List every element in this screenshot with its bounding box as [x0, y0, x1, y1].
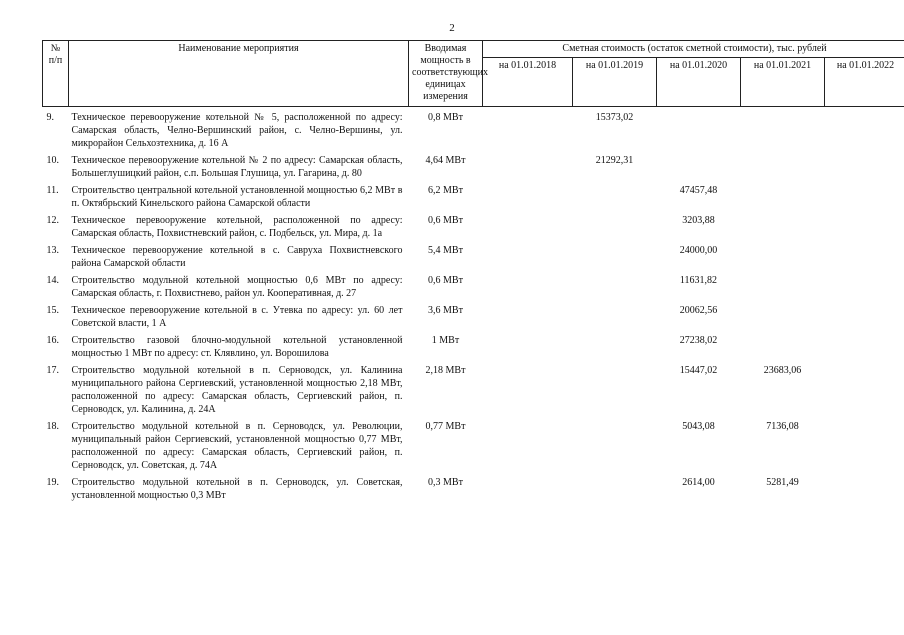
row-cost-2020: [657, 150, 741, 180]
table-row: [43, 360, 904, 416]
page-number: 2: [449, 22, 455, 34]
row-cost-2019: [573, 240, 657, 270]
row-name: Техническое перевооружение котельной в с. Савруха Похвистневского района Самарской области: [71, 245, 403, 269]
row-cost-2020: 20062,56: [679, 305, 718, 316]
row-cost-2022: [825, 472, 904, 502]
row-cost-2018: [483, 330, 573, 360]
row-cost-2020: 3203,88: [682, 215, 715, 226]
row-cost-2020: 15447,02: [679, 365, 718, 376]
row-cost-2018: [483, 180, 573, 210]
table-row: [43, 472, 904, 502]
row-cost-2019: [573, 180, 657, 210]
row-capacity: 4,64 МВт: [425, 155, 466, 166]
row-cost-2021: [741, 300, 825, 330]
row-cost-2022: [825, 416, 904, 472]
row-number: 16.: [46, 335, 59, 346]
row-cost-2018: [483, 107, 573, 151]
row-name: Техническое перевооружение котельной в с. Утевка по адресу: ул. 60 лет Советской власти, 1 А: [71, 305, 403, 329]
row-cost-2020: 47457,48: [679, 185, 718, 196]
investment-table: [42, 40, 904, 502]
table-row: [43, 210, 904, 240]
row-number: 19.: [46, 477, 59, 488]
row-cost-2021: [741, 210, 825, 240]
row-cost-2021: [741, 150, 825, 180]
table-row: [43, 416, 904, 472]
row-cost-2022: [825, 300, 904, 330]
row-cost-2021: [741, 240, 825, 270]
table-body: [43, 107, 904, 503]
row-cost-2018: [483, 270, 573, 300]
row-number: 13.: [46, 245, 59, 256]
row-number: 14.: [46, 275, 59, 286]
row-cost-2019: [573, 416, 657, 472]
row-cost-2021: 5281,49: [766, 477, 799, 488]
row-cost-2022: [825, 107, 904, 151]
row-name: Строительство модульной котельной в п. Серноводск, ул. Калинина муниципального района Сергиевский, установленной мощностью 2,18 МВт, расположенной по адресу: Самарская область, Сергиевский район, п. Серноводск, ул. Калинина, д. 24А: [71, 365, 403, 415]
table-row: [43, 330, 904, 360]
row-cost-2019: [573, 270, 657, 300]
row-cost-2021: [741, 270, 825, 300]
row-cost-2020: 27238,02: [679, 335, 718, 346]
row-capacity: 0,6 МВт: [428, 215, 463, 226]
header-num: № п/п: [43, 41, 69, 107]
row-capacity: 5,4 МВт: [428, 245, 463, 256]
row-cost-2018: [483, 360, 573, 416]
row-cost-2020: 11631,82: [679, 275, 718, 286]
row-capacity: 0,8 МВт: [428, 112, 463, 123]
row-cost-2020: 5043,08: [682, 421, 715, 432]
row-cost-2018: [483, 472, 573, 502]
row-name: Строительство газовой блочно-модульной котельной установленной мощностью 1 МВт по адресу: ст. Клявлино, ул. Ворошилова: [71, 335, 403, 359]
row-cost-2022: [825, 180, 904, 210]
header-date-2019: на 01.01.2019: [573, 58, 657, 107]
row-number: 10.: [46, 155, 59, 166]
row-cost-2022: [825, 270, 904, 300]
row-capacity: 0,6 МВт: [428, 275, 463, 286]
row-cost-2019: [573, 330, 657, 360]
row-cost-2021: [741, 180, 825, 210]
row-cost-2022: [825, 240, 904, 270]
row-cost-2018: [483, 210, 573, 240]
row-cost-2021: [741, 330, 825, 360]
row-cost-2021: [741, 107, 825, 151]
row-name: Строительство модульной котельной в п. Серноводск, ул. Советская, установленной мощностью 0,3 МВт: [71, 477, 403, 501]
row-name: Строительство модульной котельной мощностью 0,6 МВт по адресу: Самарская область, г. Похвистнево, район ул. Кооперативная, д. 27: [71, 275, 403, 299]
row-name: Техническое перевооружение котельной № 5, расположенной по адресу: Самарская область, Челно-Вершинский район, с. Челно-Вершины, ул. микрорайон Сельхозтехника, д. 16 А: [71, 112, 403, 149]
row-cost-2019: 21292,31: [595, 155, 634, 166]
row-number: 18.: [46, 421, 59, 432]
row-cost-2021: 23683,06: [763, 365, 802, 376]
header-date-2018: на 01.01.2018: [483, 58, 573, 107]
row-cost-2020: 2614,00: [682, 477, 715, 488]
row-cost-2020: [657, 107, 741, 151]
row-capacity: 2,18 МВт: [425, 365, 466, 376]
header-date-2021: на 01.01.2021: [741, 58, 825, 107]
row-cost-2022: [825, 360, 904, 416]
row-cost-2019: [573, 472, 657, 502]
row-number: 9.: [46, 112, 54, 123]
row-cost-2019: 15373,02: [595, 112, 634, 123]
row-cost-2018: [483, 240, 573, 270]
row-number: 15.: [46, 305, 59, 316]
row-capacity: 3,6 МВт: [428, 305, 463, 316]
table-row: [43, 150, 904, 180]
row-capacity: 0,77 МВт: [425, 421, 466, 432]
row-name: Строительство модульной котельной в п. Серноводск, ул. Революции, муниципальный район Сергиевский, установленной мощностью 0,77 МВт, расположенной по адресу: Самарская область, Сергиевский район, п. Серноводск, ул. Советская, д. 74А: [71, 421, 403, 471]
row-name: Техническое перевооружение котельной № 2 по адресу: Самарская область, Большеглушицкий район, с.п. Большая Глушица, ул. Гагарина, д. 80: [71, 155, 403, 179]
table-row: [43, 270, 904, 300]
header-capacity: Вводимая мощность в соответствующих единицах измерения: [409, 41, 483, 107]
row-number: 11.: [46, 185, 59, 196]
row-cost-2018: [483, 150, 573, 180]
row-capacity: 1 МВт: [431, 335, 460, 346]
row-cost-2018: [483, 416, 573, 472]
row-cost-2022: [825, 210, 904, 240]
table-row: [43, 107, 904, 151]
row-cost-2020: 24000,00: [679, 245, 718, 256]
row-cost-2022: [825, 330, 904, 360]
row-capacity: 0,3 МВт: [428, 477, 463, 488]
row-cost-2022: [825, 150, 904, 180]
table-row: [43, 240, 904, 270]
table-row: [43, 180, 904, 210]
row-cost-2019: [573, 300, 657, 330]
row-cost-2021: 7136,08: [766, 421, 799, 432]
row-number: 12.: [46, 215, 59, 226]
table-row: [43, 300, 904, 330]
row-number: 17.: [46, 365, 59, 376]
row-capacity: 6,2 МВт: [428, 185, 463, 196]
row-cost-2019: [573, 360, 657, 416]
row-cost-2019: [573, 210, 657, 240]
row-name: Техническое перевооружение котельной, расположенной по адресу: Самарская область, Похвистневский район, с. Подбельск, ул. Мира, д. 1а: [71, 215, 403, 239]
header-name: Наименование мероприятия: [69, 41, 409, 107]
header-cost: Сметная стоимость (остаток сметной стоимости), тыс. рублей: [483, 41, 904, 58]
row-name: Строительство центральной котельной установленной мощностью 6,2 МВт в п. Октябрьский Кинельского района Самарской области: [71, 185, 403, 209]
row-cost-2018: [483, 300, 573, 330]
header-date-2022: на 01.01.2022: [825, 58, 904, 107]
header-date-2020: на 01.01.2020: [657, 58, 741, 107]
